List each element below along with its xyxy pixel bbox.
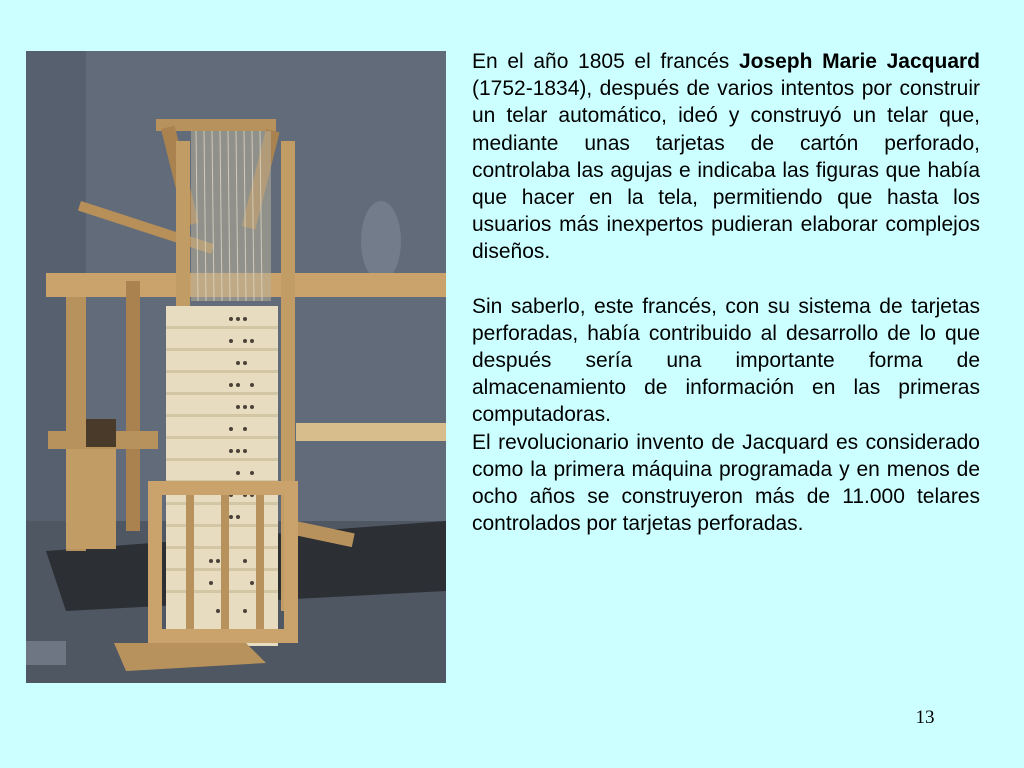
jacquard-loom-photo xyxy=(26,51,446,683)
paragraph-1-intro: En el año 1805 el francés xyxy=(472,50,739,73)
paragraph-1-rest: (1752-1834), después de varios intentos por construir un telar automático, ideó y construyó un telar que, mediante unas tarjetas de cartón perforado, controlaba las agujas e indicaba las figuras que había que hacer en la tela, permitiendo que hasta los usuarios más inexpertos pudieran elaborar complejos diseños. xyxy=(472,77,980,264)
inventor-name: Joseph Marie Jacquard xyxy=(738,50,980,73)
paragraph-2: Sin saberlo, este francés, con su sistema de tarjetas perforadas, había contribuido al desarrollo de lo que después sería una importante forma de almacenamiento de información en las primeras computadoras. xyxy=(472,294,980,427)
slide-body-text xyxy=(472,48,980,537)
page-number: 13 xyxy=(915,707,935,728)
paragraph-1 xyxy=(472,48,980,266)
paragraph-3: El revolucionario invento de Jacquard es considerado como la primera máquina programada y en menos de ocho años se construyeron más de 11.000 telares controlados por tarjetas perforadas. xyxy=(472,430,980,536)
